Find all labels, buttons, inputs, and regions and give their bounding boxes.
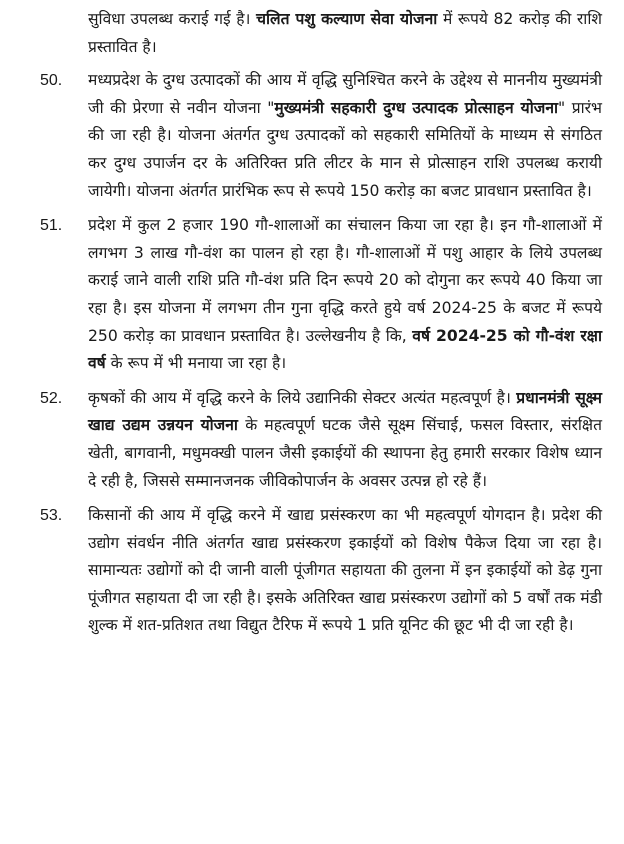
paragraph-text-run: में रूपये 82 करोड़ की राशि प्रस्तावित है। — [88, 10, 602, 56]
paragraph-51 — [40, 212, 602, 378]
paragraph-number: 52. — [40, 389, 63, 407]
year-declaration-bold: वर्ष 2024-25 को गौ-वंश रक्षा वर्ष — [88, 326, 602, 373]
paragraph-text-run: मध्यप्रदेश के दुग्ध उत्पादकों की आय में वृद्धि सुनिश्चित करने के उद्देश्य से माननीय मुख्यमंत्री जी की प्रेरणा से नवीन योजना " — [88, 71, 602, 117]
paragraph-text-run: " प्रारंभ की जा रही है। योजना अंतर्गत दुग्ध उत्पादकों को सहकारी समितियों के माध्यम से संगठित कर दुग्ध उपार्जन दर के अतिरिक्त प्रति लीटर के मान से प्रोत्साहन राशि उपलब्ध करायी जायेगी। योजना अंतर्गत प्रारंभिक रूप से रूपये 150 करोड़ का बजट प्रावधान प्रस्तावित है। — [88, 98, 602, 200]
paragraph-continued — [40, 6, 602, 61]
paragraph-text-run: कृषकों की आय में वृद्धि करने के लिये उद्यानिकी सेक्टर अत्यंत महत्वपूर्ण है। — [88, 388, 517, 407]
paragraph-text-run: के रूप में भी मनाया जा रहा है। — [105, 354, 287, 373]
scheme-name-bold: मुख्यमंत्री सहकारी दुग्ध उत्पादक प्रोत्साहन योजना — [274, 98, 559, 117]
paragraph-text-run: प्रदेश में कुल 2 हजार 190 गौ-शालाओं का संचालन किया जा रहा है। इन गौ-शालाओं में लगभग 3 लाख गौ-वंश का पालन हो रहा है। गौ-शालाओं में पशु आहार के लिये उपलब्ध कराई जाने वाली राशि प्रति गौ-वंश प्रति दिन रूपये 20 को दोगुना कर रूपये 40 किया जा रहा है। इस योजना में लगभग तीन गुना वृद्धि करते हुये वर्ष 2024-25 के बजट में रूपये 250 करोड़ का प्रावधान प्रस्तावित है। उल्लेखनीय है कि, — [88, 216, 602, 345]
paragraph-50 — [40, 67, 602, 205]
scheme-name-bold: चलित पशु कल्याण सेवा योजना — [256, 10, 438, 28]
paragraph-52 — [40, 385, 602, 495]
paragraph-53 — [40, 502, 602, 640]
paragraph-text-run: किसानों की आय में वृद्धि करने में खाद्य प्रसंस्करण का भी महत्वपूर्ण योगदान है। प्रदेश की उद्योग संवर्धन नीति अंतर्गत खाद्य प्रसंस्करण इकाईयों को विशेष पैकेज दिया जा रहा है। सामान्यतः उद्योगों को दी जानी वाली पूंजीगत सहायता की तुलना में इन इकाईयों को डेढ़ गुना पूंजीगत सहायता दी जा रही है। इसके अतिरिक्त खाद्य प्रसंस्करण उद्योगों को 5 वर्षों तक मंडी शुल्क में शत-प्रतिशत तथा विद्युत टैरिफ में रूपये 1 प्रति यूनिट की छूट भी दी जा रही है। — [88, 506, 602, 635]
paragraph-text-run: सुविधा उपलब्ध कराई गई है। — [88, 10, 257, 28]
paragraph-text-run: के महत्वपूर्ण घटक जैसे सूक्ष्म सिंचाई, फसल विस्तार, संरक्षित खेती, बागवानी, मधुमक्खी पालन जैसी इकाईयों की स्थापना हेतु हमारी सरकार विशेष ध्यान दे रही है, जिससे सम्मानजनक जीविकोपार्जन के अवसर उत्पन्न हो रहे हैं। — [88, 416, 602, 490]
paragraph-number: 50. — [40, 72, 63, 90]
scheme-name-bold: प्रधानमंत्री सूक्ष्म खाद्य उद्यम उन्नयन योजना — [88, 388, 602, 435]
paragraph-number: 51. — [40, 217, 63, 235]
paragraph-number: 53. — [40, 507, 63, 525]
